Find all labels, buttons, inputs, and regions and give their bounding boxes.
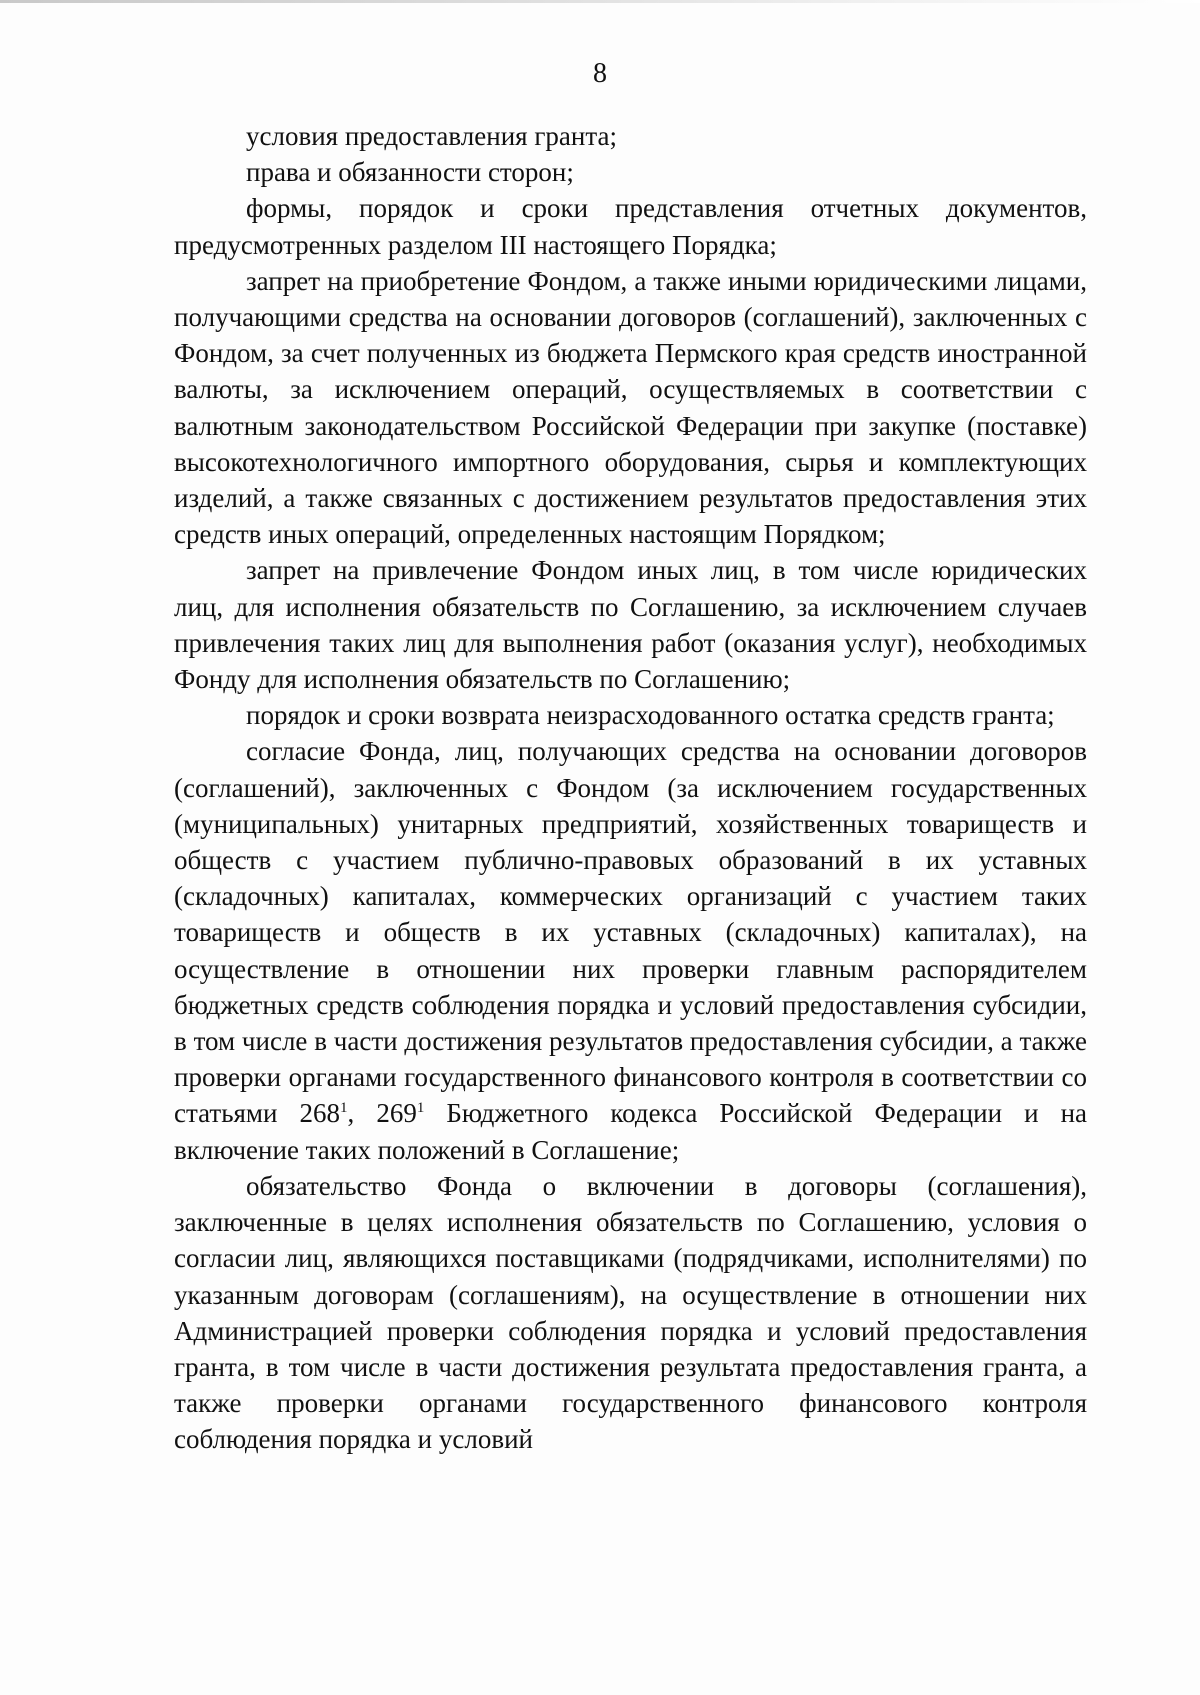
paragraph-fund-consent <box>174 733 1087 1167</box>
paragraph-reporting-forms: формы, порядок и сроки представления отчетных документов, предусмотренных разделом III настоящего Порядка; <box>174 193 1087 260</box>
paragraph-rights-obligations: права и обязанности сторон; <box>246 157 574 188</box>
paragraph-grant-conditions: условия предоставления гранта; <box>246 121 617 151</box>
paragraph-third-party-ban: запрет на привлечение Фондом иных лиц, в том числе юридических лиц, для исполнения обязательств по Соглашению, за исключением случаев привлечения таких лиц для выполнения работ (оказания услуг), необходимых Фонду для исполнения обязательств по Соглашению; <box>174 555 1087 695</box>
document-body <box>174 118 1087 1458</box>
paragraph-fund-obligation: обязательство Фонда о включении в договоры (соглашения), заключенные в целях исполнения обязательств по Соглашению, условия о согласии лиц, являющихся поставщиками (подрядчиками, исполнителями) по указанным договорам (соглашениям), на осуществление в отношении них Администрацией проверки соблюдения порядка и условий предоставления гранта, в том числе в части достижения результата предоставления гранта, а также проверки органами государственного финансового контроля соблюдения порядка и условий <box>174 1170 1087 1455</box>
paragraph-return-procedure: порядок и сроки возврата неизрасходованного остатка средств гранта; <box>246 700 1055 731</box>
consent-text-end: Бюджетного кодекса Российской Федерации и на включение таких положений в Соглашение; <box>174 1098 1087 1165</box>
footnote-marker: 1 <box>416 1100 425 1117</box>
paragraph-currency-ban: запрет на приобретение Фондом, а также иными юридическими лицами, получающими средства на основании договоров (соглашений), заключенных с Фондом, за счет полученных из бюджета Пермского края средств иностранной валюты, за исключением операций, осуществляемых в соответствии с валютным законодательством Российской Федерации при закупке (поставке) высокотехнологичного импортного оборудования, сырья и комплектующих изделий, а также связанных с достижением результатов предоставления этих средств иных операций, определенных настоящим Порядком; <box>174 265 1087 550</box>
footnote-marker: 1 <box>340 1100 348 1117</box>
scan-edge <box>0 0 1200 3</box>
consent-text-start: согласие Фонда, лиц, получающих средства на основании договоров (соглашений), заключенных с Фондом (за исключением государственных (муниципальных) унитарных предприятий, хозяйственных товариществ и обществ с участием публично-правовых образований в их уставных (складочных) капиталах, коммерческих организаций с участием таких товариществ и обществ в их уставных (складочных) капиталах), на осуществление в отношении них проверки главным распорядителем бюджетных средств соблюдения порядка и условий предоставления субсидии, в том числе в части достижения результатов предоставления субсидии, а также проверки органами государственного финансового контроля в соответствии со статьями 268 <box>174 736 1087 1129</box>
page-number: 8 <box>593 58 607 89</box>
consent-text-middle: , 269 <box>347 1098 417 1129</box>
